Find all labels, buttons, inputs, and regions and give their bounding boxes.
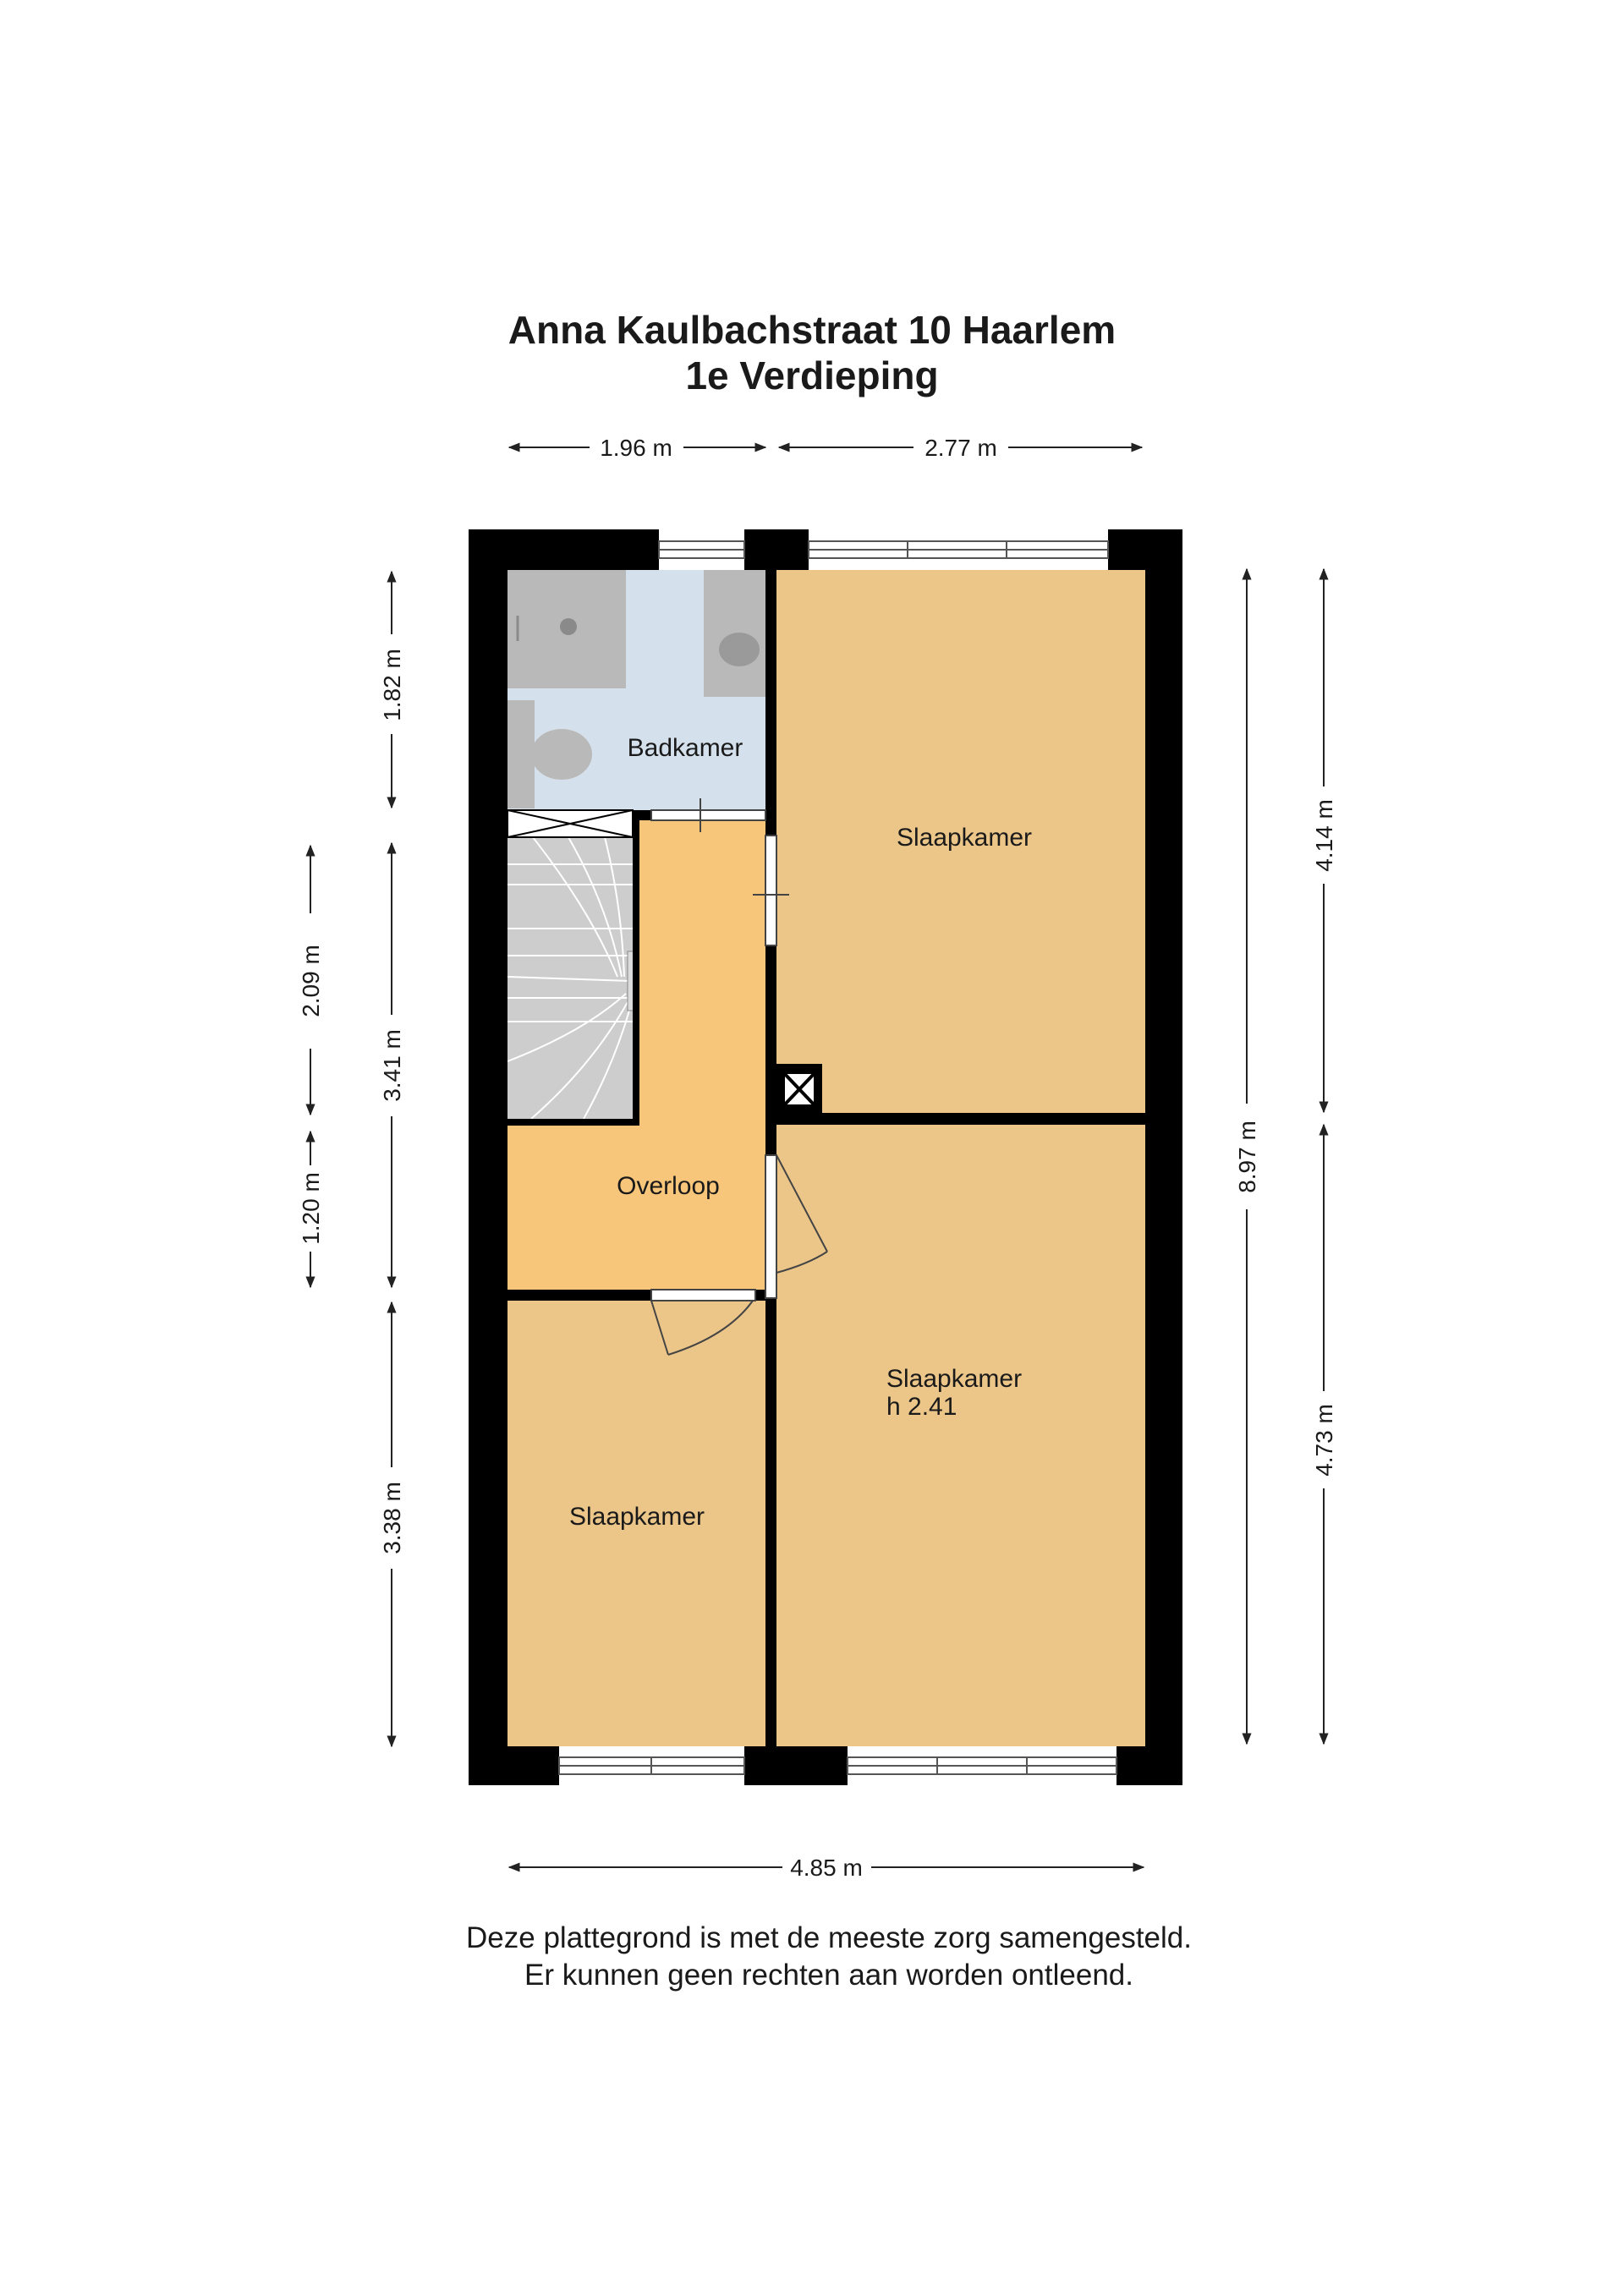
plan-subtitle: 1e Verdieping <box>685 353 939 397</box>
dim-left-bottom: 3.38 m <box>379 1482 405 1554</box>
dim-left-stair: 2.09 m <box>298 945 324 1017</box>
toilet-icon <box>531 729 592 780</box>
dim-right-bottom: 4.73 m <box>1311 1404 1337 1477</box>
label-slaapkamer-bottom-right: Slaapkamer <box>886 1365 1023 1393</box>
label-ceiling-height: h 2.41 <box>886 1393 957 1421</box>
plan-title: Anna Kaulbachstraat 10 Haarlem <box>508 308 1116 352</box>
bedroom-bottom-right-floor <box>776 1125 1145 1746</box>
door-bottom-right-bedroom <box>765 1155 776 1298</box>
dim-left-badkamer: 1.82 m <box>379 649 405 721</box>
staircase <box>508 837 636 1119</box>
shaft-icon <box>783 1072 815 1106</box>
label-badkamer: Badkamer <box>627 734 743 762</box>
dim-top-left: 1.96 m <box>600 435 672 461</box>
label-overloop: Overloop <box>617 1172 720 1200</box>
label-slaapkamer-bottom-left: Slaapkamer <box>568 1503 705 1531</box>
dim-left-overloop: 1.20 m <box>298 1172 324 1245</box>
disclaimer-line-1: Deze plattegrond is met de meeste zorg samengesteld. <box>466 1921 1192 1954</box>
door-bottom-left-bedroom <box>651 1290 755 1301</box>
door-bathroom <box>651 810 765 820</box>
dim-bottom: 4.85 m <box>790 1855 863 1881</box>
label-slaapkamer-top: Slaapkamer <box>896 824 1033 852</box>
toilet-tank-icon <box>508 700 535 808</box>
room-fills <box>508 570 1145 1746</box>
door-top-bedroom <box>765 836 776 945</box>
dim-right-top: 4.14 m <box>1311 799 1337 872</box>
disclaimer-line-2: Er kunnen geen rechten aan worden ontleend. <box>524 1959 1133 1992</box>
dim-right-total: 8.97 m <box>1234 1121 1260 1193</box>
stair-top-hatch <box>508 810 633 837</box>
dim-top-right: 2.77 m <box>924 435 997 461</box>
dim-left-middle: 3.41 m <box>379 1029 405 1102</box>
